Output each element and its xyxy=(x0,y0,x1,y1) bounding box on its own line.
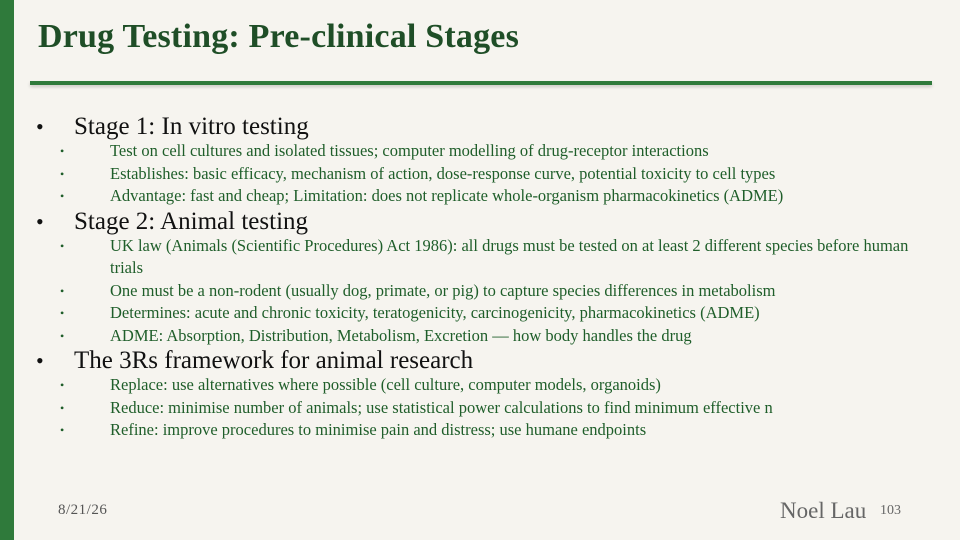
bullet-icon: • xyxy=(36,348,44,373)
list-item xyxy=(30,140,920,163)
list-item-text: UK law (Animals (Scientific Procedures) Act 1986): all drugs must be tested on at least 2 different species before human trials xyxy=(110,235,909,277)
list-item xyxy=(30,185,920,208)
page-number: 103 xyxy=(880,503,901,518)
list-item xyxy=(30,235,920,280)
bullet-icon: • xyxy=(60,378,65,392)
bullet-icon: • xyxy=(60,328,65,343)
list-item xyxy=(30,302,920,325)
list-item xyxy=(30,163,920,186)
bullet-icon: • xyxy=(60,238,65,253)
bullet-icon: • xyxy=(60,283,65,298)
slide-body xyxy=(30,113,930,442)
section-heading-3rs xyxy=(30,347,930,374)
section-heading-label: Stage 2: Animal testing xyxy=(74,207,309,235)
bullet-icon: • xyxy=(60,144,65,158)
list-item-text: Test on cell cultures and isolated tissues; computer modelling of drug-receptor interactions xyxy=(110,141,709,160)
list-item-text: Advantage: fast and cheap; Limitation: does not replicate whole-organism pharmacokinetics (ADME) xyxy=(110,186,784,205)
section-heading-label: Stage 1: In vitro testing xyxy=(74,113,309,140)
title-underline xyxy=(30,81,932,85)
section-heading-stage-2 xyxy=(30,208,930,235)
list-item xyxy=(30,397,920,420)
bullet-icon: • xyxy=(60,189,65,203)
section-heading-stage-1 xyxy=(30,113,930,140)
bullet-icon: • xyxy=(60,400,65,415)
list-item-text: ADME: Absorption, Distribution, Metabolism, Excretion — how body handles the drug xyxy=(110,325,692,345)
list-item-text: Replace: use alternatives where possible (cell culture, computer models, organoids) xyxy=(110,375,661,394)
list-item-text: Reduce: minimise number of animals; use statistical power calculations to find minimum effective n xyxy=(110,397,773,417)
bullet-icon: • xyxy=(60,166,65,181)
footer-author: Noel Lau xyxy=(780,498,867,523)
bullet-icon: • xyxy=(60,423,65,437)
left-accent-bar xyxy=(0,0,14,540)
list-item xyxy=(30,280,920,303)
list-item-text: Refine: improve procedures to minimise pain and distress; use humane endpoints xyxy=(110,420,647,439)
bullet-icon: • xyxy=(60,306,65,320)
footer-date: 8/21/26 xyxy=(58,502,108,518)
list-item xyxy=(30,325,920,348)
bullet-icon: • xyxy=(36,208,44,234)
list-item-text: Establishes: basic efficacy, mechanism of action, dose-response curve, potential toxicity to cell types xyxy=(110,163,776,183)
list-item-text: One must be a non-rodent (usually dog, primate, or pig) to capture species differences in metabolism xyxy=(110,280,776,300)
section-heading-label: The 3Rs framework for animal research xyxy=(74,347,474,374)
slide-title: Drug Testing: Pre-clinical Stages xyxy=(38,18,520,55)
list-item-text: Determines: acute and chronic toxicity, teratogenicity, carcinogenicity, pharmacokinetics (ADME) xyxy=(110,303,760,322)
bullet-icon: • xyxy=(36,114,44,139)
list-item xyxy=(30,419,920,442)
list-item xyxy=(30,374,920,397)
